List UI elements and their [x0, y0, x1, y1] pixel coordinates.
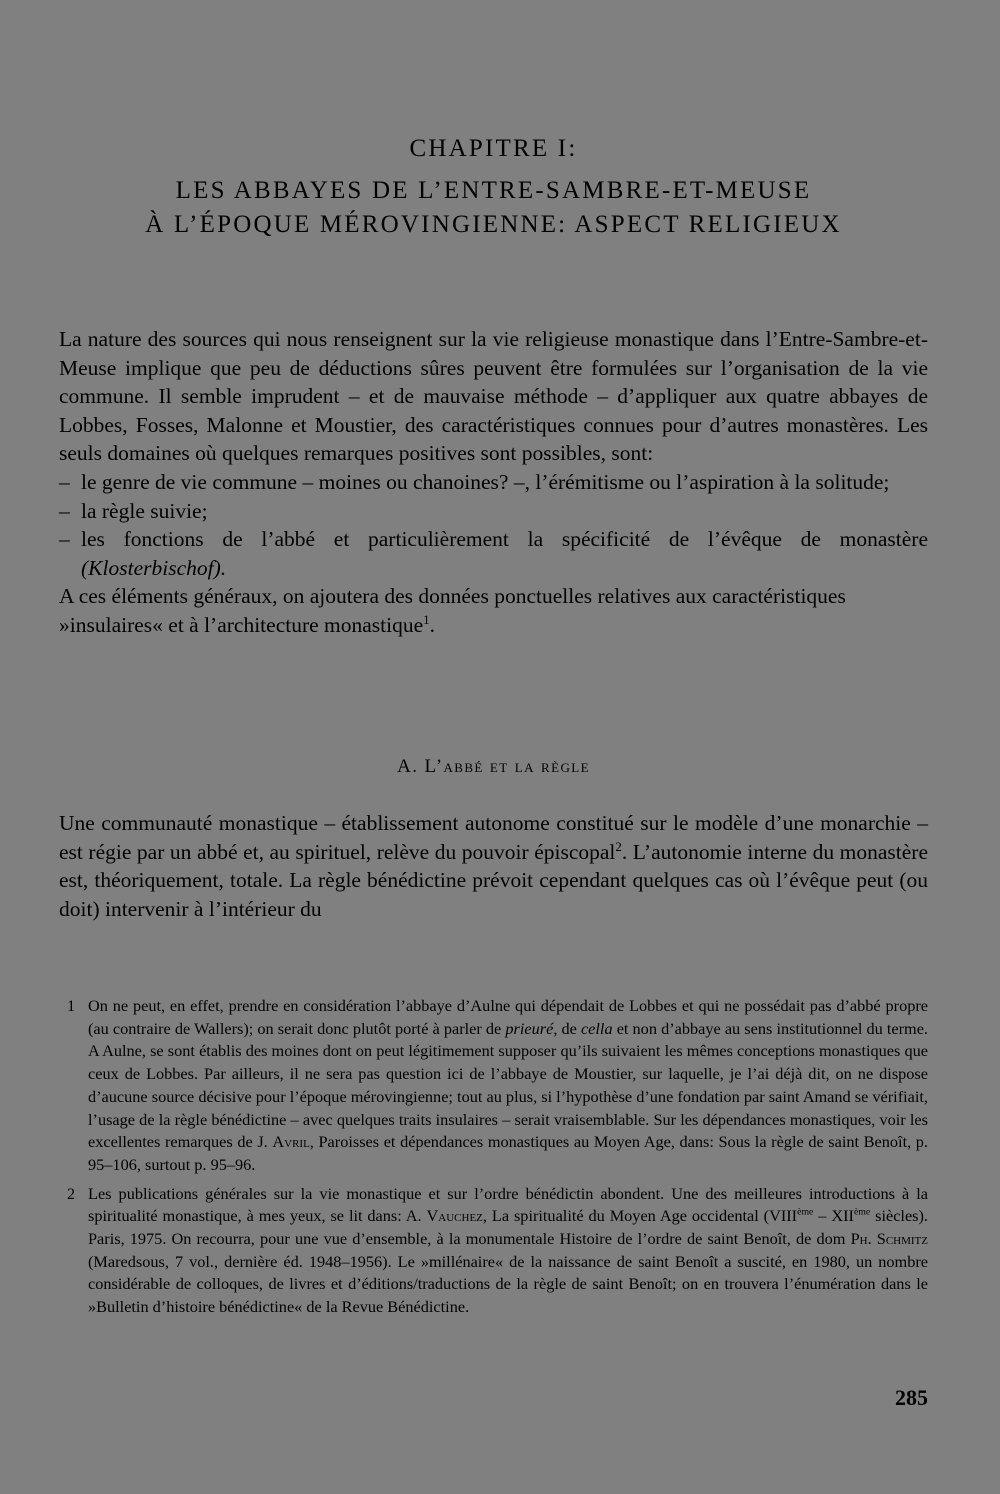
- footnote-ref-1[interactable]: 1: [423, 612, 430, 627]
- section-letter: A.: [397, 756, 419, 777]
- footnote-text: siècles). Paris, 1975. On recourra, pour une vue d’ensemble, à la monumentale Histoire de l’ordre de saint Benoît, de dom: [88, 1206, 929, 1249]
- footnote-text: , La spiritualité du Moyen Age occidental (VIII: [482, 1206, 798, 1226]
- chapter-title-line-2: À L’ÉPOQUE MÉROVINGIENNE: ASPECT RELIGIEUX: [145, 211, 842, 238]
- bullet-list: [59, 468, 928, 582]
- footnote-2: [59, 1183, 928, 1319]
- bullet-dash: –: [59, 527, 70, 552]
- section-title: L’abbé et la règle: [424, 756, 590, 777]
- bullet-text: les fonctions de l’abbé et particulièrement la spécificité de l’évêque de monastère: [81, 527, 928, 552]
- bullet-text: la règle suivie;: [81, 498, 208, 523]
- footnote-italic: prieuré: [505, 1018, 554, 1038]
- footnote-text: On ne peut, en effet, prendre en considération l’abbaye d’Aulne qui dépendait de Lobbes et qui ne possédait pas d’abbé propre (au contraire de Wallers); on serait donc plutôt porté à parler de: [88, 996, 928, 1038]
- bullet-item: [59, 497, 928, 526]
- footnote-author: Ph. Schmitz: [850, 1229, 928, 1249]
- footnote-text: , Paroisses et dépendances monastiques au Moyen Age, dans: Sous la règle de saint Benoît, p. 95–106, surtout p. 95–96.: [88, 1132, 928, 1174]
- section-body: [59, 809, 928, 923]
- footnote-number: 1: [67, 996, 76, 1015]
- section-heading: [59, 756, 928, 778]
- footnote-italic: cella: [580, 1018, 613, 1038]
- intro-section: [59, 325, 928, 640]
- footnote-author: Vauchez: [426, 1206, 483, 1226]
- book-page: [59, 0, 928, 1494]
- section-paragraph: [59, 809, 928, 923]
- section-text-1: Une communauté monastique – établissement autonome constitué sur le modèle d’une monarchie – est régie par un abbé et, au spirituel, relève du pouvoir épiscopal: [59, 811, 928, 864]
- bullet-item: [59, 525, 928, 582]
- closing-end: .: [429, 612, 435, 637]
- bullet-text: le genre de vie commune – moines ou chanoines? –, l’érémitisme ou l’aspiration à la solitude;: [81, 469, 890, 494]
- chapter-title-line-1: LES ABBAYES DE L’ENTRE-SAMBRE-ET-MEUSE: [175, 177, 812, 204]
- footnote-text: et non d’abbaye au sens institutionnel du terme. A Aulne, se sont établis des moines dont on peut légitimement supposer qu’ils suivaient les mêmes conceptions monastiques que ceux de Lobbes. Par ailleurs, il ne sera pas question ici de l’abbaye de Moustier, sur laquelle, je l’ai déjà dit, on ne dispose d’aucune source décisive pour l’époque mérovingienne; tout au plus, si l’hypothèse d’une fondation par saint Amand se vérifiait, l’usage de la règle bénédictine – avec quelques traits insulaires – serait vraisemblable. Sur les dépendances monastiques, voir les excellentes remarques de J.: [88, 1018, 928, 1152]
- page-number: 285: [895, 1385, 928, 1410]
- bullet-italic-term: (Klosterbischof).: [81, 555, 227, 580]
- section-text-2: . L’autonomie interne du monastère est, théoriquement, totale. La règle bénédictine prévoit cependant quelques cas où l’évêque peut (ou doit) intervenir à l’intérieur du: [59, 839, 928, 921]
- footnote-number: 2: [67, 1183, 76, 1203]
- chapter-number: CHAPITRE I:: [409, 135, 578, 162]
- footnote-1: [59, 995, 928, 1177]
- footnote-text: Les publications générales sur la vie monastique et sur l’ordre bénédictin abondent. Une des meilleures introductions à la spiritualité monastique, à mes yeux, se lit dans: A.: [88, 1183, 928, 1226]
- footnote-text: , de: [553, 1018, 581, 1038]
- intro-closing: [59, 582, 928, 639]
- bullet-dash: –: [59, 469, 70, 494]
- intro-paragraph: La nature des sources qui nous renseignent sur la vie religieuse monastique dans l’Entre-Sambre-et-Meuse implique que peu de déductions sûres peuvent être formulées sur l’organisation de la vie commune. Il semble imprudent – et de mauvaise méthode – d’appliquer aux quatre abbayes de Lobbes, Fosses, Malonne et Moustier, des caractéristiques connues pour d’autres monastères. Les seuls domaines où quelques remarques positives sont possibles, sont:: [59, 327, 928, 466]
- footnote-sup: ème: [853, 1206, 871, 1218]
- footnote-author: Avril: [272, 1132, 310, 1152]
- footnotes: [59, 995, 928, 1325]
- closing-text: A ces éléments généraux, on ajoutera des données ponctuelles relatives aux caractéristiques »insulaires« et à l’architecture monastique: [59, 584, 846, 637]
- footnote-text: – XII: [813, 1206, 854, 1226]
- footnote-ref-2[interactable]: 2: [615, 839, 622, 854]
- bullet-item: [59, 468, 928, 497]
- bullet-dash: –: [59, 498, 70, 523]
- footnote-text: (Maredsous, 7 vol., dernière éd. 1948–1956). Le »millénaire« de la naissance de saint Benoît a suscité, en 1980, un nombre considérable de colloques, de livres et d’éditions/traductions de la règle de saint Benoît; on en trouvera l’énumération dans le »Bulletin d’histoire bénédictine« de la Revue Bénédictine.: [88, 1251, 928, 1317]
- footnote-sup: ème: [797, 1206, 814, 1218]
